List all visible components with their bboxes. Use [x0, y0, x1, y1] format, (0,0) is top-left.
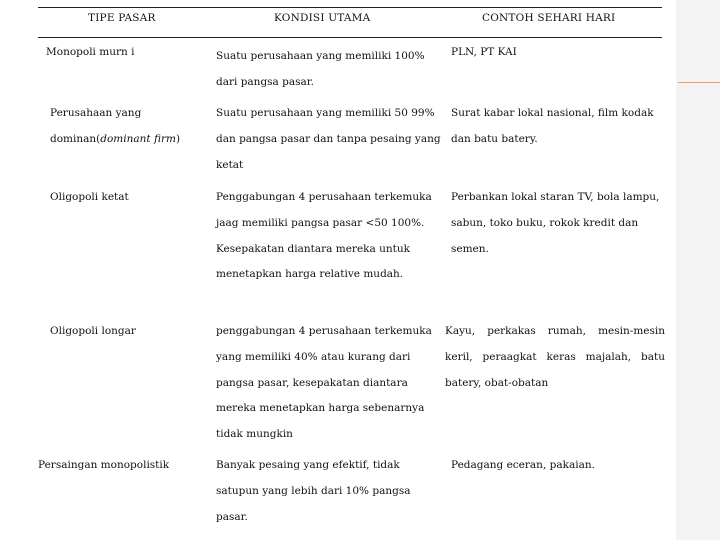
row2-type	[50, 101, 218, 153]
row3-type: Oligopoli ketat	[50, 191, 129, 203]
row5-example: Pedagang eceran, pakaian.	[451, 459, 595, 471]
row1-example: PLN, PT KAI	[451, 46, 517, 58]
row2-type-prefix: dominan(	[50, 132, 101, 145]
row2-type-line1: Perusahaan yang	[50, 107, 142, 119]
row1-type: Monopoli murn i	[46, 46, 135, 58]
row5-type: Persaingan monopolistik	[38, 459, 170, 471]
row2-condition: Suatu perusahaan yang memiliki 50 99% dan pangsa pasar dan tanpa pesaing yang ketat	[216, 107, 441, 171]
header-kondisi-utama: KONDISI UTAMA	[274, 12, 371, 24]
table-top-rule	[38, 7, 662, 8]
row3-condition: Penggabungan 4 perusahaan terkemuka jaag memiliki pangsa pasar <50 100%. Kesepakatan diantara mereka untuk menetapkan harga relative mudah.	[216, 191, 432, 281]
header-contoh-sehari-hari: CONTOH SEHARI HARI	[482, 12, 616, 24]
row4-example: Kayu, perkakas rumah, mesin-mesin keril, peraagkat keras majalah, batu batery, obat-obatan	[445, 325, 665, 389]
row2-type-suffix: )	[175, 132, 181, 145]
row2-example: Surat kabar lokal nasional, film kodak dan batu batery.	[451, 107, 654, 145]
row2-type-italic: dominant firm	[100, 132, 176, 145]
row1-condition: Suatu perusahaan yang memiliki 100% dari pangsa pasar.	[216, 50, 425, 88]
table-header-rule	[38, 37, 662, 38]
row3-example: Perbankan lokal staran TV, bola lampu, sabun, toko buku, rokok kredit dan semen.	[451, 191, 660, 255]
decorative-line	[678, 82, 720, 83]
row4-condition: penggabungan 4 perusahaan terkemuka yang memiliki 40% atau kurang dari pangsa pasar, kesepakatan diantara mereka menetapkan harga sebenarnya tidak mungkin	[216, 325, 432, 441]
row4-type: Oligopoli longar	[50, 325, 136, 337]
header-tipe-pasar: TIPE PASAR	[88, 12, 156, 24]
row5-condition: Banyak pesaing yang efektif, tidak satupun yang lebih dari 10% pangsa pasar.	[216, 459, 411, 523]
